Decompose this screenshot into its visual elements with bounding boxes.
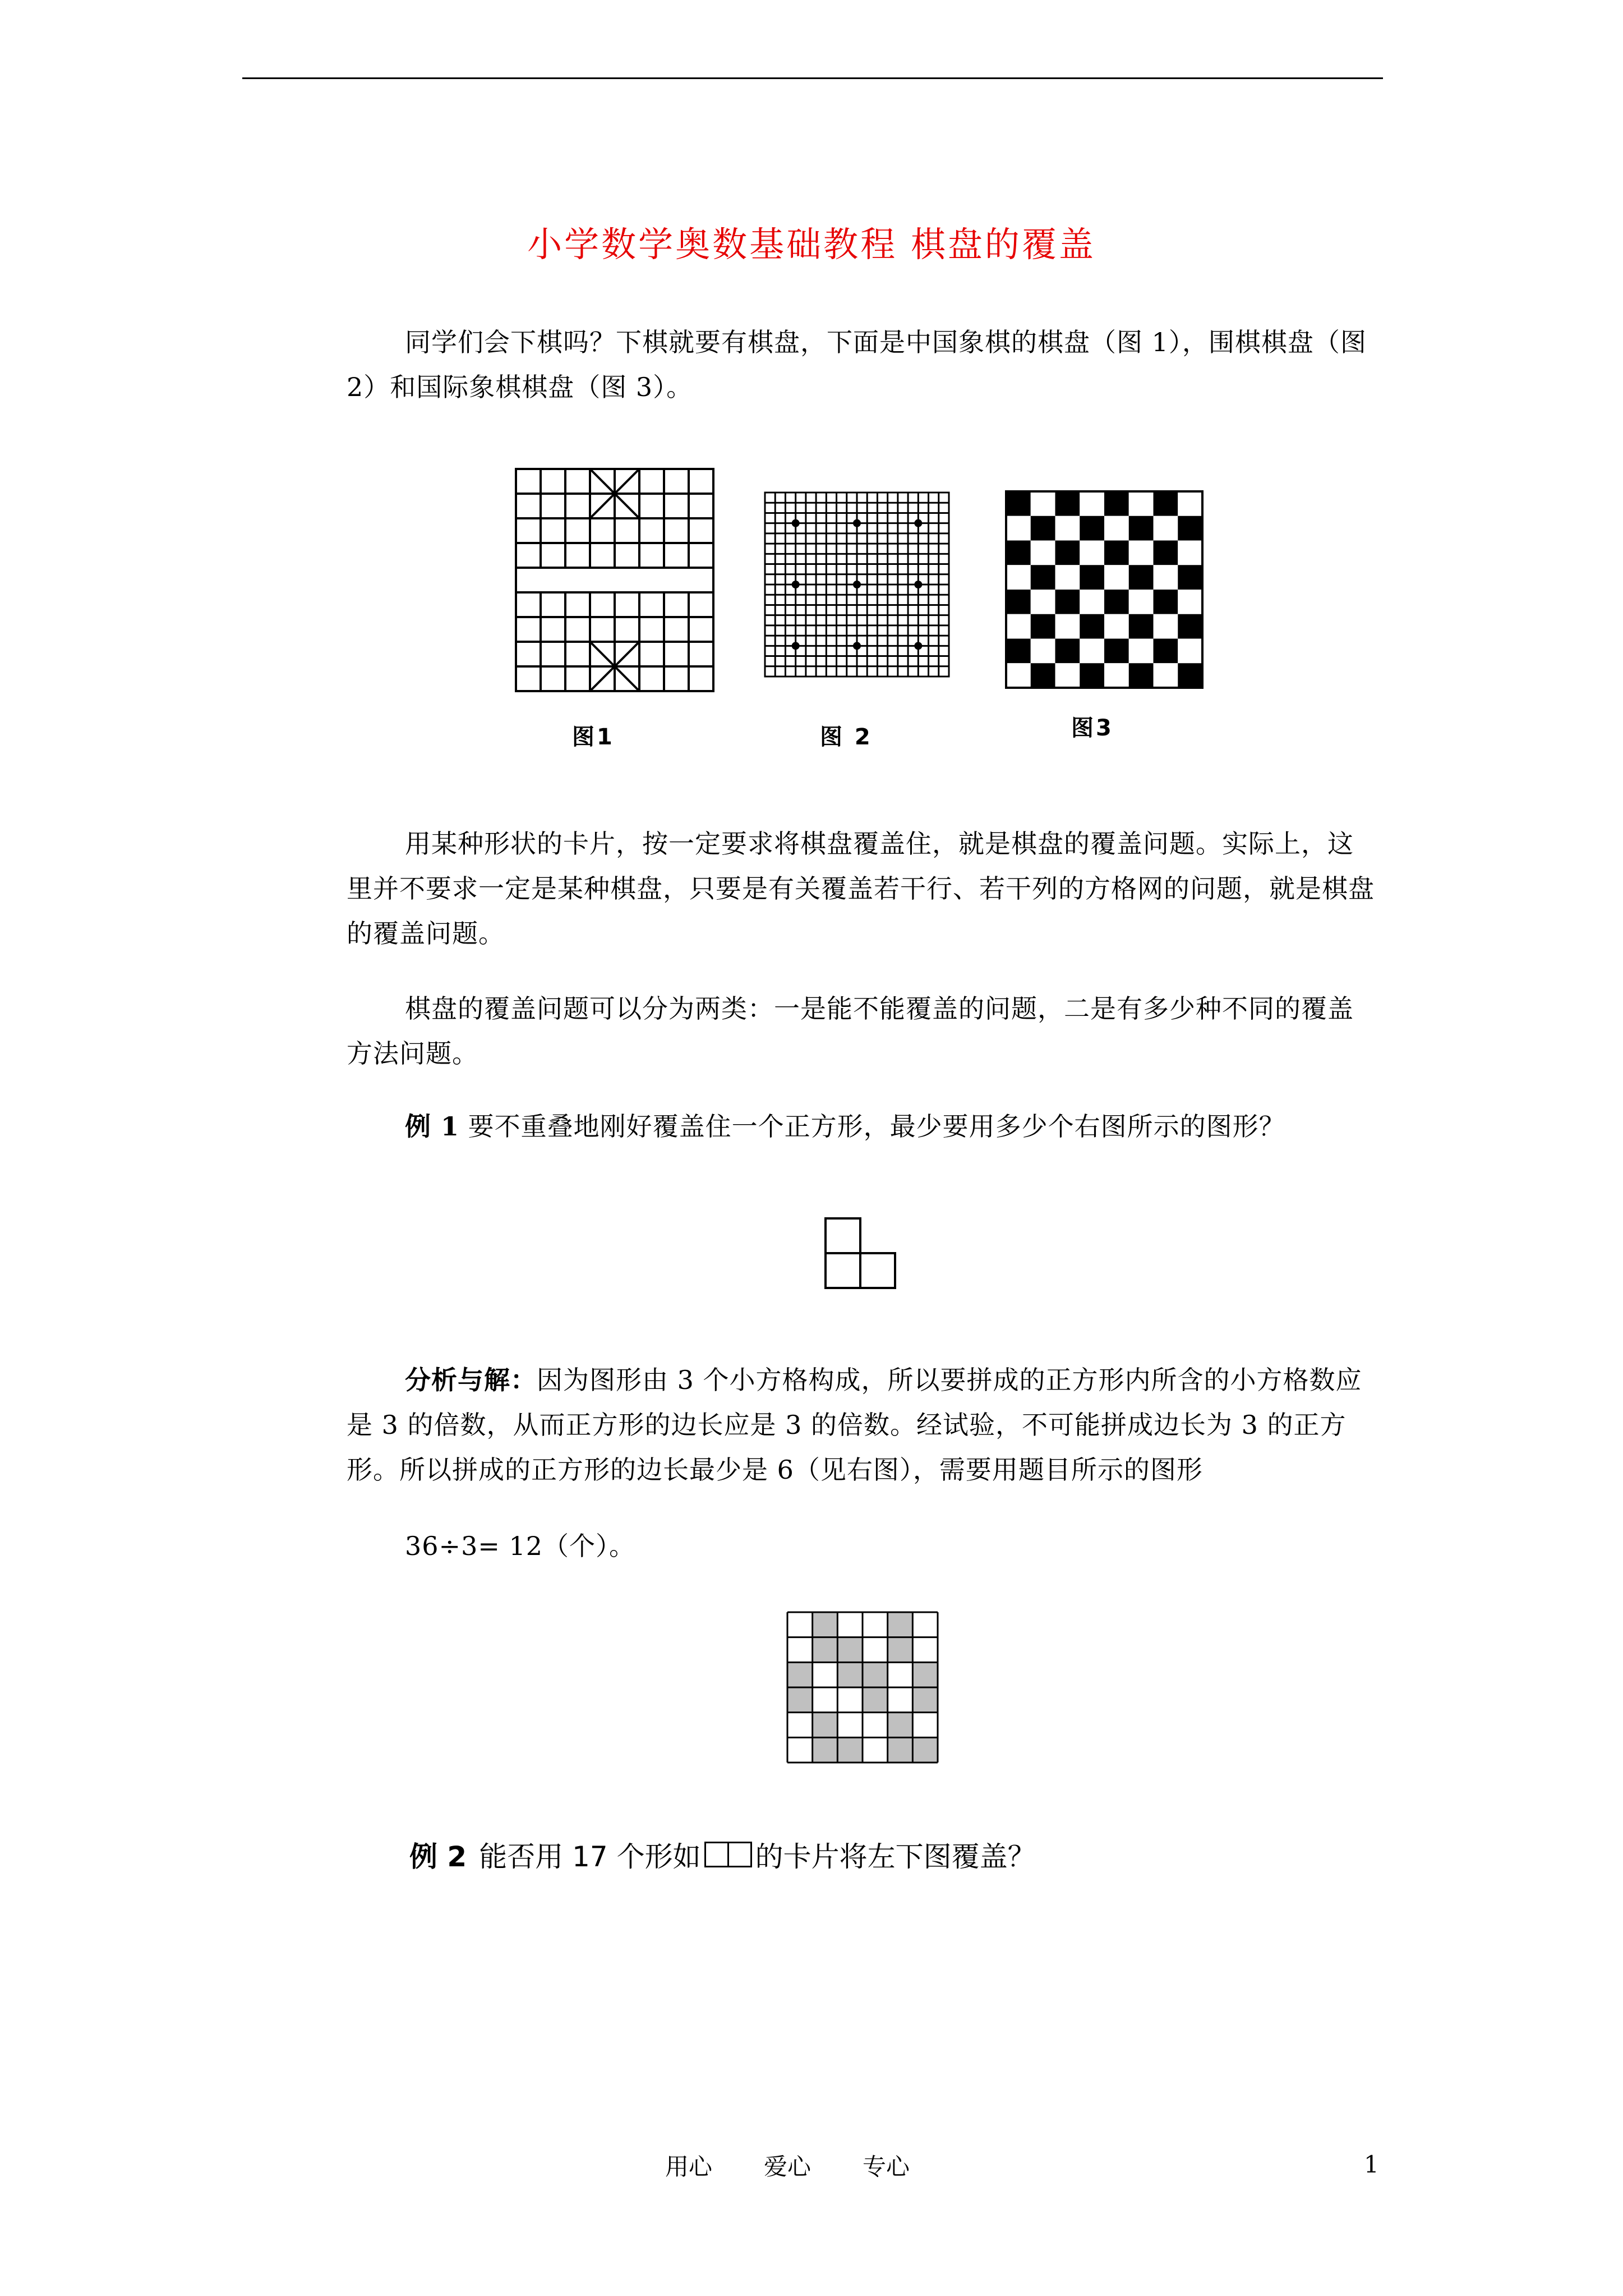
analysis-text: 因为图形由 3 个小方格构成，所以要拼成的正方形内所含的小方格数应是 3 的倍数，从而正方形的边长应是 3 的倍数。经试验，不可能拼成边长为 3 的正方形。所以拼成的正方形的边长最少是 6（见右图），需要用题目所示的图形 [347, 1365, 1362, 1485]
example-2 [409, 1834, 1036, 1875]
header-rule [242, 77, 1383, 79]
xiangqi-board-figure [515, 468, 714, 692]
analysis-label: 分析与解： [405, 1365, 537, 1395]
figure-3-label: 图3 [1071, 715, 1114, 741]
example-1-text: 要不重叠地刚好覆盖住一个正方形，最少要用多少个右图所示的图形？ [468, 1111, 1285, 1142]
figure-1-label: 图1 [572, 724, 615, 750]
page-number: 1 [1364, 2151, 1379, 2178]
l-tromino-figure [824, 1217, 896, 1289]
footer-item-1: 用心 [665, 2153, 713, 2180]
footer-item-2: 爱心 [764, 2153, 811, 2180]
intro-paragraph: 同学们会下棋吗？下棋就要有棋盘，下面是中国象棋的棋盘（图 1），围棋棋盘（图 2）和国际象棋棋盘（图 3）。 [347, 327, 1367, 402]
footer-item-3: 专心 [863, 2153, 910, 2180]
example-1 [347, 1104, 1380, 1149]
definition-paragraph: 用某种形状的卡片，按一定要求将棋盘覆盖住，就是棋盘的覆盖问题。实际上，这里并不要求一定是某种棋盘，只要是有关覆盖若干行、若干列的方格网的问题，就是棋盘的覆盖问题。 [347, 829, 1375, 949]
figure-2-label: 图 2 [820, 724, 873, 750]
example-1-label: 例 1 [405, 1111, 460, 1142]
types-paragraph: 棋盘的覆盖问题可以分为两类：一是能不能覆盖的问题，二是有多少种不同的覆盖方法问题。 [347, 993, 1354, 1069]
example-2-text-after: 的卡片将左下图覆盖？ [755, 1841, 1036, 1873]
page-title: 小学数学奥数基础教程 棋盘的覆盖 [527, 224, 1096, 265]
example-2-label: 例 2 [409, 1841, 467, 1873]
analysis-formula: 36÷3= 12（个）。 [405, 1531, 636, 1561]
analysis-paragraph [347, 1358, 1380, 1492]
solution-grid-figure [786, 1611, 939, 1764]
chess-board-figure [1005, 490, 1204, 689]
domino-card-icon [704, 1842, 752, 1867]
example-2-text-before: 能否用 17 个形如 [479, 1841, 701, 1873]
go-board-figure [764, 491, 950, 678]
